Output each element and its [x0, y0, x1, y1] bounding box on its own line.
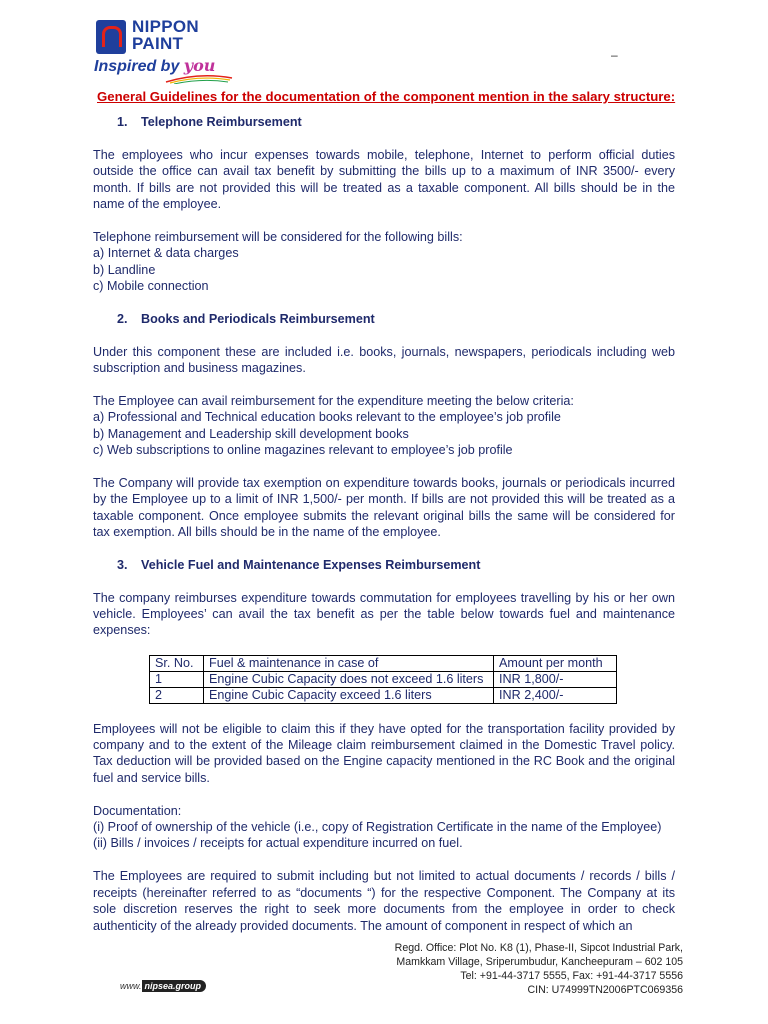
- table-cell: 2: [150, 688, 204, 704]
- tagline-text: Inspired by: [94, 58, 184, 75]
- footer-line: Mamkkam Village, Sriperumbudur, Kancheepuram – 602 105: [396, 956, 683, 968]
- section-2-title: 2. Books and Periodicals Reimbursement: [117, 311, 375, 326]
- logo-tagline: [94, 56, 215, 76]
- section-2-para-2: The Company will provide tax exemption on expenditure towards books, journals or periodicals incurred by the Employee up to a limit of INR 1,500/- per month. If bills are not provided this will be treated as a taxable component. Once employee submits the relevant original bills the same will be considered for tax exemption. All bills should be in the name of the employee.: [93, 475, 675, 540]
- logo-wordmark: [132, 18, 199, 52]
- tagline-you: you: [183, 56, 216, 75]
- section-1-list-intro: Telephone reimbursement will be considered for the following bills:: [93, 229, 463, 244]
- page-heading: General Guidelines for the documentation of the component mention in the salary structure:: [97, 89, 676, 104]
- section-3-para-2: Employees will not be eligible to claim this if they have opted for the transportation facility provided by company and to the extent of the Mileage claim reimbursement claimed in the Domestic Travel policy. Tax deduction will be provided based on the Engine capacity mentioned in the RC Book and the original fuel and service bills.: [93, 721, 675, 785]
- section-3-title: 3. Vehicle Fuel and Maintenance Expenses Reimbursement: [117, 557, 481, 572]
- section-2-para: Under this component these are included i.e. books, journals, newspapers, periodicals including web subscription and business magazines.: [93, 344, 675, 376]
- swoosh-icon: [164, 74, 234, 84]
- nippon-logo-icon: [96, 20, 126, 54]
- list-item: b) Landline: [93, 262, 156, 277]
- list-item: c) Mobile connection: [93, 279, 209, 294]
- list-item: c) Web subscriptions to online magazines relevant to employee’s job profile: [93, 443, 513, 458]
- table-row: [150, 672, 617, 688]
- table-cell: 1: [150, 672, 204, 688]
- list-item: a) Professional and Technical education books relevant to the employee’s job profile: [93, 410, 561, 425]
- table-cell: INR 2,400/-: [494, 688, 617, 704]
- footer-line: Tel: +91-44-3717 5555, Fax: +91-44-3717 5556: [460, 970, 683, 982]
- website-prefix: www.: [120, 981, 142, 991]
- logo-line-2: PAINT: [132, 34, 184, 53]
- website-link[interactable]: [120, 981, 206, 991]
- section-3-para-3: The Employees are required to submit including but not limited to actual documents / records / bills / receipts (hereinafter referred to as “documents “) for the respective Component. The Company at its sole discretion reserves the right to seek more documents from the employee in order to check authenticity of the already provided documents. The amount of component in respect of which an: [93, 869, 675, 933]
- documentation-title: Documentation:: [93, 803, 182, 818]
- table-cell: Engine Cubic Capacity does not exceed 1.6 liters: [204, 672, 494, 688]
- table-header-cell: Fuel & maintenance in case of: [204, 656, 494, 672]
- section-1-para: The employees who incur expenses towards mobile, telephone, Internet to perform official duties outside the office can avail tax benefit by submitting the bills up to a maximum of INR 3500/- every month. If bills are not provided this will be treated as a taxable component. All bills should be in the name of the employee.: [93, 147, 675, 212]
- website-brand: nipsea.group: [142, 980, 207, 992]
- section-1-title: 1. Telephone Reimbursement: [117, 115, 302, 129]
- table-header-cell: Amount per month: [494, 656, 617, 672]
- footer-line: Regd. Office: Plot No. K8 (1), Phase-II, Sipcot Industrial Park,: [394, 942, 683, 954]
- table-header-row: [150, 656, 617, 672]
- table-row: [150, 688, 617, 704]
- footer-line: CIN: U74999TN2006PTC069356: [527, 984, 683, 996]
- corner-mark: –: [611, 48, 618, 62]
- section-2-list-intro: The Employee can avail reimbursement for the expenditure meeting the below criteria:: [93, 393, 574, 408]
- table-header-cell: Sr. No.: [150, 656, 204, 672]
- list-item: b) Management and Leadership skill development books: [93, 426, 409, 441]
- registered-office-footer: [395, 941, 683, 997]
- table-cell: Engine Cubic Capacity exceed 1.6 liters: [204, 688, 494, 704]
- document-body: [93, 114, 675, 934]
- section-3-para: The company reimburses expenditure towards commutation for employees travelling by his or her own vehicle. Employees’ can avail the tax benefit as per the table below towards fuel and maintenance expenses:: [93, 590, 675, 638]
- table-cell: INR 1,800/-: [494, 672, 617, 688]
- company-logo: [94, 18, 244, 88]
- list-item: (i) Proof of ownership of the vehicle (i.e., copy of Registration Certificate in the name of the Employee): [93, 820, 662, 835]
- list-item: (ii) Bills / invoices / receipts for actual expenditure incurred on fuel.: [93, 836, 463, 851]
- fuel-allowance-table: [149, 655, 617, 704]
- list-item: a) Internet & data charges: [93, 246, 239, 261]
- logo-line-1: NIPPON: [132, 17, 199, 36]
